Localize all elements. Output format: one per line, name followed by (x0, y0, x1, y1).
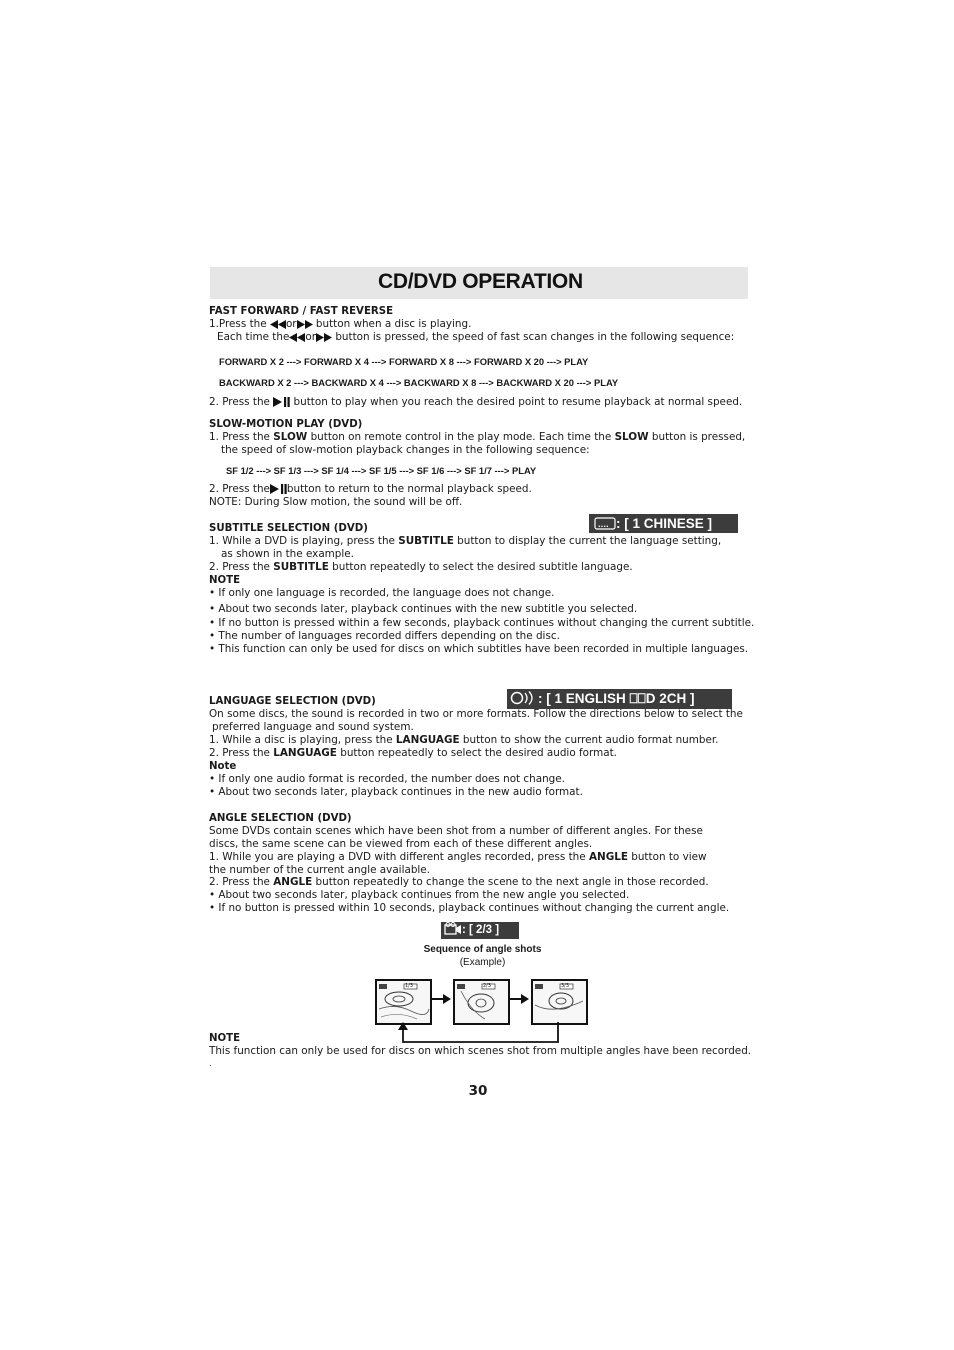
language-key-a: LANGUAGE (395, 734, 460, 746)
svg-text:....: .... (598, 520, 609, 529)
angle-caption-sub: (Example) (459, 957, 506, 968)
ff-step1-post: button when a disc is playing. (315, 318, 472, 330)
ff-step1b-or: or (305, 331, 317, 343)
play-pause-icon (273, 397, 290, 407)
language-step2-a: 2. Press the (209, 747, 274, 759)
angle-intro-1: Some DVDs contain scenes which have been shot from a number of different angles. For these (209, 825, 703, 837)
ff-step2-pre: 2. Press the (209, 396, 270, 408)
angle-key-a: ANGLE (588, 851, 628, 863)
slow-key-a: SLOW (273, 431, 308, 443)
page-number: 30 (468, 1083, 488, 1099)
subtitle-osd (589, 514, 738, 533)
angle-caption: Sequence of angle shots (423, 944, 542, 955)
subtitle-key-a: SUBTITLE (398, 535, 454, 547)
subtitle-bullet-3: • If no button is pressed within a few seconds, playback continues without changing the current subtitle. (209, 617, 755, 629)
subtitle-step2-c: button repeatedly to select the desired subtitle language. (328, 561, 633, 573)
language-bullet-1: • If only one audio format is recorded, the number does not change. (209, 773, 565, 785)
slow-key-b: SLOW (614, 431, 649, 443)
audio-icon (510, 691, 538, 705)
language-step1-a: 1. While a disc is playing, press the (209, 734, 396, 746)
subtitle-step2-a: 2. Press the (209, 561, 274, 573)
fast-forward-icon (316, 333, 332, 342)
subtitle-step1-a: 1. While a DVD is playing, press the (209, 535, 399, 547)
subtitle-bullet-5: • This function can only be used for discs on which subtitles have been recorded in multiple languages. (209, 643, 749, 655)
angle-shot-1 (375, 979, 432, 1025)
arrow-right-icon (432, 992, 452, 1006)
fast-forward-icon (297, 320, 313, 329)
language-key-b: LANGUAGE (273, 747, 337, 759)
play-pause-icon (270, 484, 287, 494)
angle-osd-text: : [ 2/3 ] (462, 924, 500, 936)
ff-step1 (209, 318, 471, 331)
ff-step1-or: or (285, 318, 297, 330)
shot-label-3: 3/3 (561, 983, 570, 989)
angle-step2-a: 2. Press the (209, 876, 274, 888)
angle-bullet-2: • If no button is pressed within 10 seconds, playback continues without changing the current angle. (209, 902, 730, 914)
angle-step2 (209, 876, 709, 889)
ff-step2-post: button to play when you reach the desired point to resume playback at normal speed. (293, 396, 743, 408)
angle-osd (441, 922, 519, 939)
angle-shot-2 (453, 979, 510, 1025)
slow-step2 (209, 483, 532, 496)
language-bullet-2: • About two seconds later, playback continues in the new audio format. (209, 786, 583, 798)
angle-step1b: the number of the current angle available. (209, 864, 431, 876)
subtitle-bullet-1: • If only one language is recorded, the language does not change. (209, 587, 555, 599)
slow-note: NOTE: During Slow motion, the sound will be off. (209, 496, 463, 508)
forward-sequence: FORWARD X 2 ---> FORWARD X 4 ---> FORWARD X 8 ---> FORWARD X 20 ---> PLAY (219, 356, 589, 367)
final-note-text: This function can only be used for discs on which scenes shot from multiple angles have been recorded. (209, 1045, 752, 1057)
angle-key-b: ANGLE (273, 876, 313, 888)
subtitle-icon (594, 517, 616, 530)
angle-step1-a: 1. While you are playing a DVD with different angles recorded, press the (209, 851, 589, 863)
language-intro-2: preferred language and sound system. (212, 721, 414, 733)
subtitle-key-b: SUBTITLE (273, 561, 329, 573)
language-heading: LANGUAGE SELECTION (DVD) (209, 696, 376, 707)
slow-step1 (209, 431, 745, 444)
subtitle-step2 (209, 561, 633, 574)
angle-intro-2: discs, the same scene can be viewed from each of these different angles. (209, 838, 593, 850)
subtitle-step1b: as shown in the example. (221, 548, 354, 560)
arrow-right-icon (510, 992, 530, 1006)
slow-step1-e: button is pressed, (648, 431, 746, 443)
ff-step1-pre: 1.Press the (209, 318, 267, 330)
language-osd (507, 689, 732, 709)
language-osd-text: : [ 1 ENGLISH ⎕⎕D 2CH ] (538, 691, 695, 706)
language-note-heading: Note (209, 761, 237, 772)
slow-step2-pre: 2. Press the (209, 483, 270, 495)
slow-step2-post: button to return to the normal playback speed. (286, 483, 532, 495)
ff-step2 (209, 396, 742, 409)
ff-step1b-post: button is pressed, the speed of fast scan changes in the following sequence: (335, 331, 735, 343)
angle-step2-c: button repeatedly to change the scene to the next angle in those recorded. (312, 876, 709, 888)
angle-step1 (209, 851, 707, 864)
camera-icon (444, 922, 462, 935)
return-loop-arrow (398, 1022, 562, 1046)
section-banner (210, 267, 748, 299)
angle-step1-c: button to view (627, 851, 707, 863)
slow-step1b: the speed of slow-motion playback changes in the following sequence: (221, 444, 590, 456)
slow-sequence: SF 1/2 ---> SF 1/3 ---> SF 1/4 ---> SF 1/5 ---> SF 1/6 ---> SF 1/7 ---> PLAY (226, 465, 537, 476)
scene-illustration (455, 981, 508, 1023)
ff-step1b-pre: Each time the (217, 331, 290, 343)
slow-step1-a: 1. Press the (209, 431, 274, 443)
subtitle-heading: SUBTITLE SELECTION (DVD) (209, 523, 368, 534)
ff-step1b (217, 331, 734, 344)
shot-label-2: 2/3 (483, 983, 492, 989)
angle-shot-3 (531, 979, 588, 1025)
backward-sequence: BACKWARD X 2 ---> BACKWARD X 4 ---> BACKWARD X 8 ---> BACKWARD X 20 ---> PLAY (219, 377, 619, 388)
slow-heading: SLOW-MOTION PLAY (DVD) (209, 419, 363, 430)
language-step1 (209, 734, 719, 747)
final-note-heading: NOTE (209, 1033, 241, 1044)
subtitle-osd-text: : [ 1 CHINESE ] (616, 516, 713, 531)
language-intro-1: On some discs, the sound is recorded in two or more formats. Follow the directions below to select the (209, 708, 743, 720)
angle-heading: ANGLE SELECTION (DVD) (209, 813, 352, 824)
subtitle-step1 (209, 535, 721, 548)
language-step2-c: button repeatedly to select the desired audio format. (336, 747, 617, 759)
scene-illustration (377, 981, 430, 1023)
shot-label-1: 1/3 (405, 983, 414, 989)
ff-heading: FAST FORWARD / FAST REVERSE (209, 306, 394, 317)
rewind-icon (289, 333, 305, 342)
subtitle-bullet-4: • The number of languages recorded differs depending on the disc. (209, 630, 560, 642)
final-note-dot: . (209, 1059, 212, 1068)
subtitle-step1-c: button to display the current the language setting, (453, 535, 722, 547)
rewind-icon (270, 320, 286, 329)
page-title: CD/DVD OPERATION (378, 270, 583, 293)
language-step2 (209, 747, 617, 760)
language-step1-c: button to show the current audio format number. (459, 734, 719, 746)
scene-illustration (533, 981, 586, 1023)
angle-bullet-1: • About two seconds later, playback continues from the new angle you selected. (209, 889, 630, 901)
slow-step1-c: button on remote control in the play mode. Each time the (307, 431, 615, 443)
subtitle-bullet-2: • About two seconds later, playback continues with the new subtitle you selected. (209, 603, 638, 615)
subtitle-note-heading: NOTE (209, 575, 241, 586)
